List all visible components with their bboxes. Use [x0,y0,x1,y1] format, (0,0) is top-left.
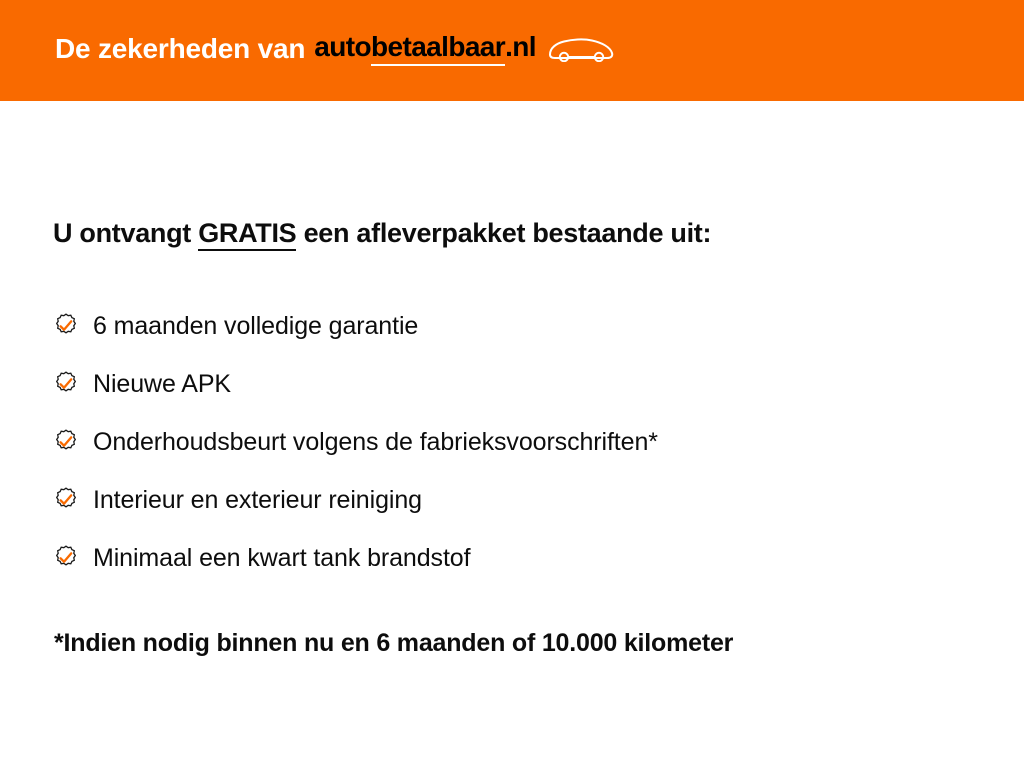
list-item [53,471,973,529]
list-item [53,413,973,471]
check-gear-icon [53,313,79,339]
list-item [53,297,973,355]
page-title [53,218,711,249]
list-item-label: Interieur en exterieur reiniging [93,485,422,514]
benefits-list [53,297,973,587]
footnote: *Indien nodig binnen nu en 6 maanden of 10.000 kilometer [54,629,734,657]
brand-part-betaalbaar: betaalbaar [371,31,505,66]
check-gear-icon [53,487,79,513]
brand-wordmark [314,31,536,66]
list-item-label: 6 maanden volledige garantie [93,311,419,340]
car-outline-icon [547,34,615,67]
check-gear-icon [53,371,79,397]
list-item-label: Minimaal een kwart tank brandstof [93,543,471,572]
page-header [0,0,1024,101]
headline-text-after: een afleverpakket bestaande uit: [296,218,712,248]
list-item-label: Nieuwe APK [93,369,231,398]
list-item [53,355,973,413]
header-content [55,31,615,66]
list-item-label: Onderhoudsbeurt volgens de fabrieksvoorschriften* [93,427,658,456]
headline-text-before: U ontvangt [53,218,199,248]
list-item [53,529,973,587]
brand-part-tld: .nl [505,31,536,62]
check-gear-icon [53,545,79,571]
header-title: De zekerheden van [55,32,306,64]
brand-part-auto: auto [314,31,371,62]
headline-emphasis: GRATIS [198,218,296,251]
check-gear-icon [53,429,79,455]
